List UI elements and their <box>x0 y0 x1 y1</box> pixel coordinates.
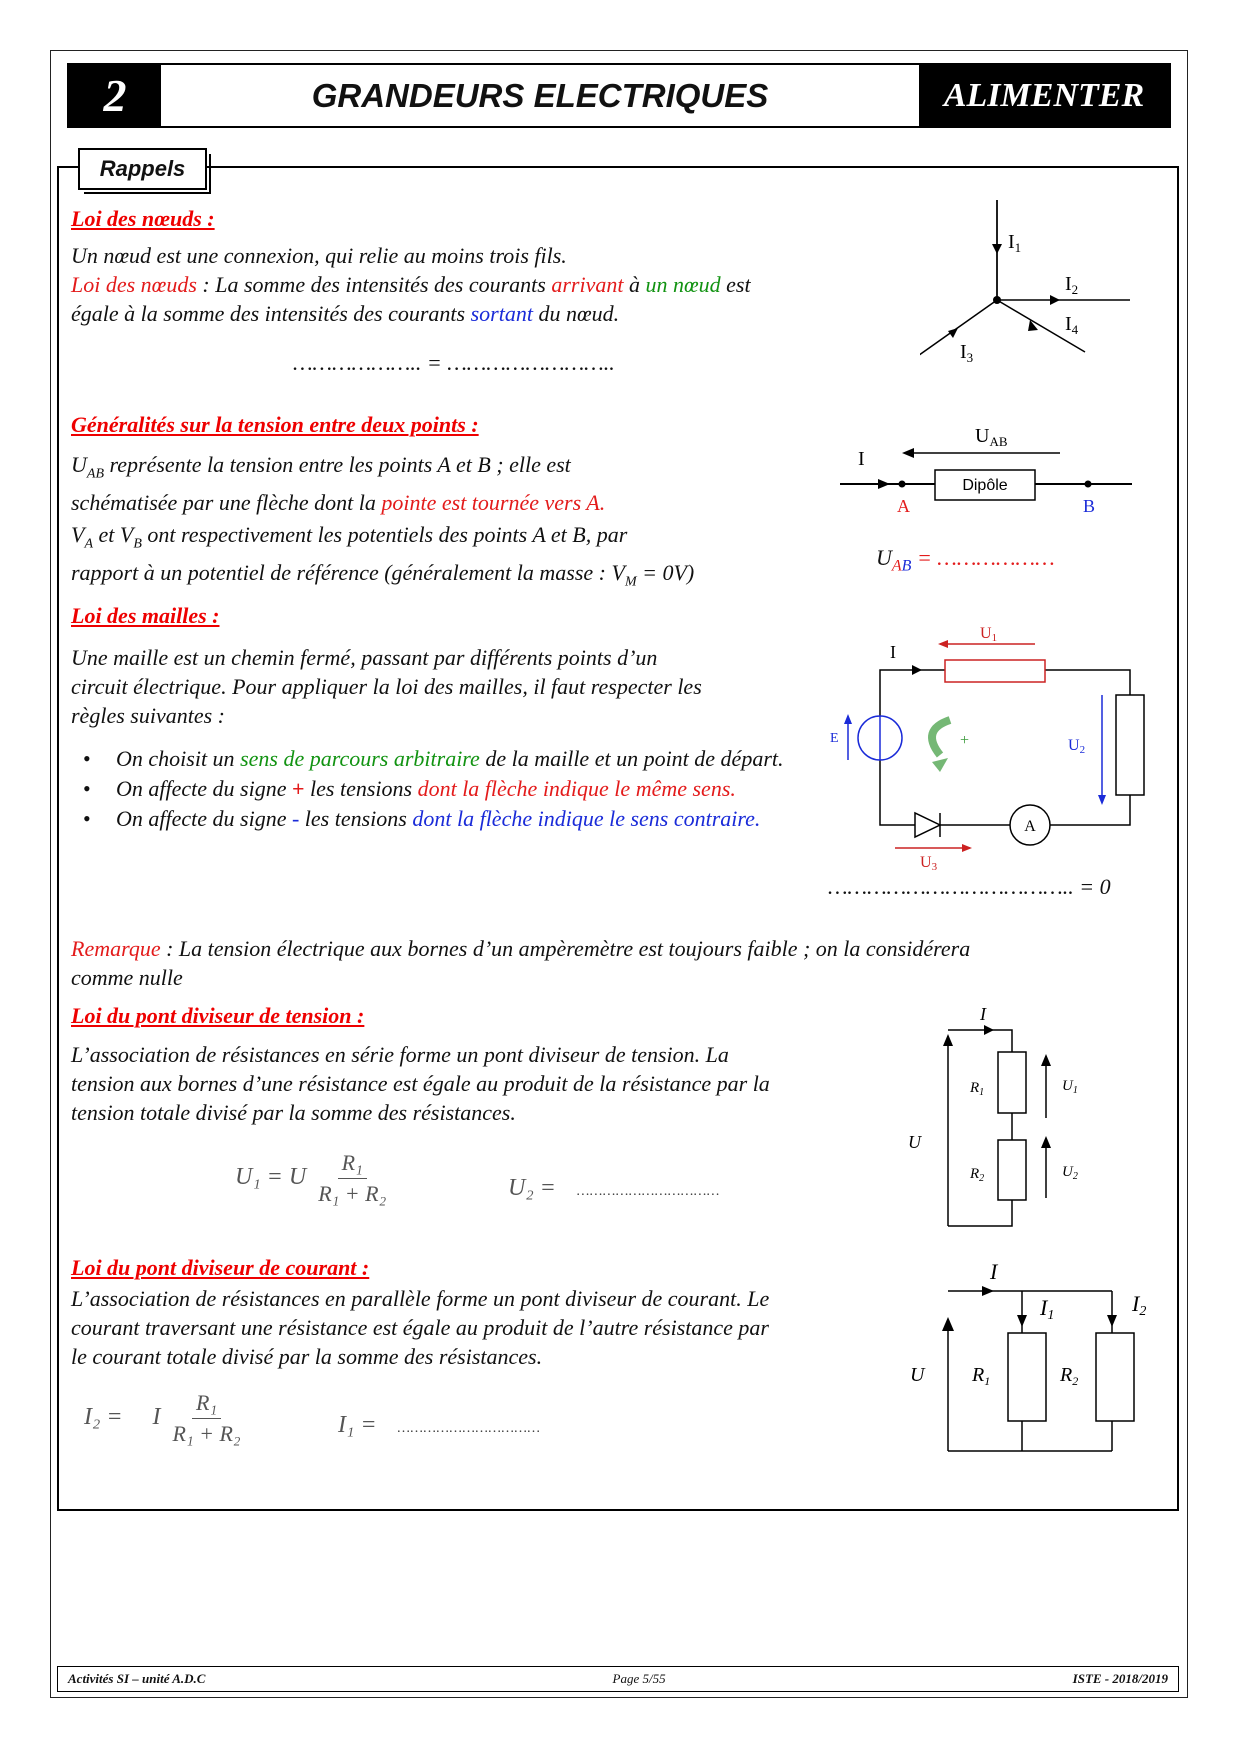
noeuds-l3b: sortant <box>470 301 533 326</box>
noeuds-l2e: un nœud <box>645 272 721 297</box>
formula-u2: U₂ = …………………………… <box>508 1175 719 1201</box>
mailles-intro: Une maille est un chemin fermé, passant par différents points d’un circuit électrique. Pour appliquer la loi des mailles, il faut respecter les règles suivantes : <box>71 645 702 728</box>
label-ammeter: A <box>1024 818 1036 835</box>
resistor-2 <box>1116 695 1144 795</box>
current-divider-circuit <box>900 1255 1160 1455</box>
noeuds-line2 <box>71 270 871 299</box>
noeuds-l2c: arrivant <box>551 272 624 297</box>
noeuds-line1: Un nœud est une connexion, qui relie au moins trois fils. <box>71 243 567 268</box>
vd-r2 <box>998 1140 1026 1200</box>
noeuds-l3a: égale à la somme des intensités des courants <box>71 301 471 326</box>
label-u-vd: U <box>908 1132 921 1152</box>
arrow-i2 <box>1050 295 1060 305</box>
pont-tension-text: L’association de résistances en série forme un pont diviseur de tension. La tension aux bornes d’une résistance est égale au produit de la résistance par la tension totale divisé par la somme des résistances. <box>71 1042 770 1125</box>
page-footer <box>57 1666 1179 1692</box>
remarque: Remarque : La tension électrique aux bornes d’un ampèremètre est toujours faible ; on la considérera comme nulle <box>71 936 971 990</box>
label-u2: U2 <box>1068 737 1086 756</box>
noeuds-l2d: à <box>623 272 646 297</box>
label-u1: U1 <box>980 625 998 644</box>
section-title-pont-courant: Loi du pont diviseur de courant : <box>71 1255 370 1280</box>
noeuds-l2f: est <box>720 272 751 297</box>
arrow-i1 <box>992 244 1002 254</box>
voltage-divider-circuit <box>900 1000 1100 1240</box>
tension-p1: $U_{AB}$ représente la tension entre les points A et B ; elle est schématisée par une flèche dont la pointe est tournée vers A. <box>71 452 606 516</box>
current-arrow <box>878 479 890 489</box>
label-i-cd: I <box>990 1259 998 1284</box>
footer-right: ISTE - 2018/2019 <box>1072 1671 1168 1686</box>
label-uab: $U_{AB}$ <box>975 425 1008 449</box>
noeuds-l2b: : La somme des intensités des courants <box>196 272 552 297</box>
label-i-mesh: I <box>890 642 896 662</box>
label-u3: U3 <box>920 854 938 873</box>
section-title-mailles: Loi des mailles : <box>71 603 220 628</box>
mesh-circuit <box>820 620 1150 875</box>
label-a: A <box>897 496 910 516</box>
cd-r2 <box>1096 1333 1134 1421</box>
page-header <box>67 63 1171 128</box>
chapter-number: 2 <box>69 65 161 126</box>
section-title-noeuds: Loi des nœuds : <box>71 206 215 231</box>
dipole-diagram <box>840 420 1140 520</box>
rule-2: • On affecte du signe + les tensions dont la flèche indique le même sens. <box>71 775 811 803</box>
label-r2-cd: $R_2$ <box>1060 1364 1079 1388</box>
label-b: B <box>1083 496 1096 516</box>
label-i2: $I_2$ <box>1065 273 1079 297</box>
label-i1-cd: I1 <box>1040 1295 1055 1323</box>
formula-u1: U₁ = U $\frac{\text{R₁}}{\text{R₁ + R₂}}$ <box>235 1150 387 1206</box>
rule-3: • On affecte du signe - les tensions dont la flèche indique le sens contraire. <box>71 805 811 833</box>
node-dot <box>993 296 1001 304</box>
footer-left: Activités SI – unité A.D.C <box>68 1671 206 1686</box>
noeuds-text <box>71 241 871 328</box>
label-i3: $I_3$ <box>960 341 974 365</box>
mailles-rules <box>71 745 811 835</box>
label-i2-cd: I2 <box>1132 1291 1147 1319</box>
tension-p2: $V_A$ et $V_B$ ont respectivement les potentiels des points A et B, par rapport à un potentiel de référence (généralement la masse : $V_M = 0V$) <box>71 522 695 590</box>
label-i-dipole: I <box>858 448 865 470</box>
formula-i2: I₂ = I $\frac{\text{R₁}}{\text{R₁ + R₂}}$ <box>84 1390 241 1446</box>
vd-r1 <box>998 1052 1026 1113</box>
noeuds-l3c: du nœud. <box>532 301 620 326</box>
label-u2-vd: $U_2$ <box>1062 1164 1078 1182</box>
label-i4: $I_4$ <box>1065 313 1079 337</box>
resistor-1 <box>945 660 1045 682</box>
tension-eq: $U_{AB}$ = ……………… <box>876 545 1055 575</box>
footer-page: Page 5/55 <box>612 1671 666 1686</box>
section-title-pont-tension: Loi du pont diviseur de tension : <box>71 1003 365 1028</box>
diode <box>915 813 940 837</box>
mailles-blank: ……………………………….. = 0 <box>828 874 1111 899</box>
noeuds-line3 <box>71 299 871 328</box>
label-e: E <box>830 731 839 746</box>
rappels-label: Rappels <box>78 148 207 190</box>
arrow-i3 <box>948 328 958 338</box>
label-plus: + <box>960 732 970 749</box>
formula-i1: I₁ = …………………………… <box>338 1412 540 1438</box>
dipole-label: Dipôle <box>962 477 1008 494</box>
mesh-wires <box>880 670 1130 825</box>
node-diagram <box>920 200 1140 370</box>
label-u-cd: U <box>910 1364 925 1386</box>
pont-courant-text: L’association de résistances en parallèle forme un pont diviseur de courant. Le courant traversant une résistance est égale au produit de l’autre résistance par le courant totale divisé par la somme des résistances. <box>71 1286 770 1369</box>
rule-1: • On choisit un sens de parcours arbitraire de la maille et un point de départ. <box>71 745 811 773</box>
noeuds-l2a: Loi des nœuds <box>71 272 197 297</box>
label-u1-vd: $U_1$ <box>1062 1078 1078 1096</box>
label-r2-vd: $R_2$ <box>970 1166 985 1184</box>
page-title: GRANDEURS ELECTRIQUES <box>311 76 769 114</box>
noeuds-blank: ……………….. = …………………….. <box>293 350 615 375</box>
label-r1-cd: $R_1$ <box>972 1364 991 1388</box>
cd-r1 <box>1008 1333 1046 1421</box>
label-i-vd: I <box>980 1004 986 1024</box>
chapter-tag: ALIMENTER <box>919 65 1169 126</box>
label-r1-vd: $R_1$ <box>970 1080 985 1098</box>
label-i1: $I_1$ <box>1008 231 1022 255</box>
section-title-tension: Généralités sur la tension entre deux points : <box>71 412 479 437</box>
node-wire-3 <box>920 300 997 358</box>
